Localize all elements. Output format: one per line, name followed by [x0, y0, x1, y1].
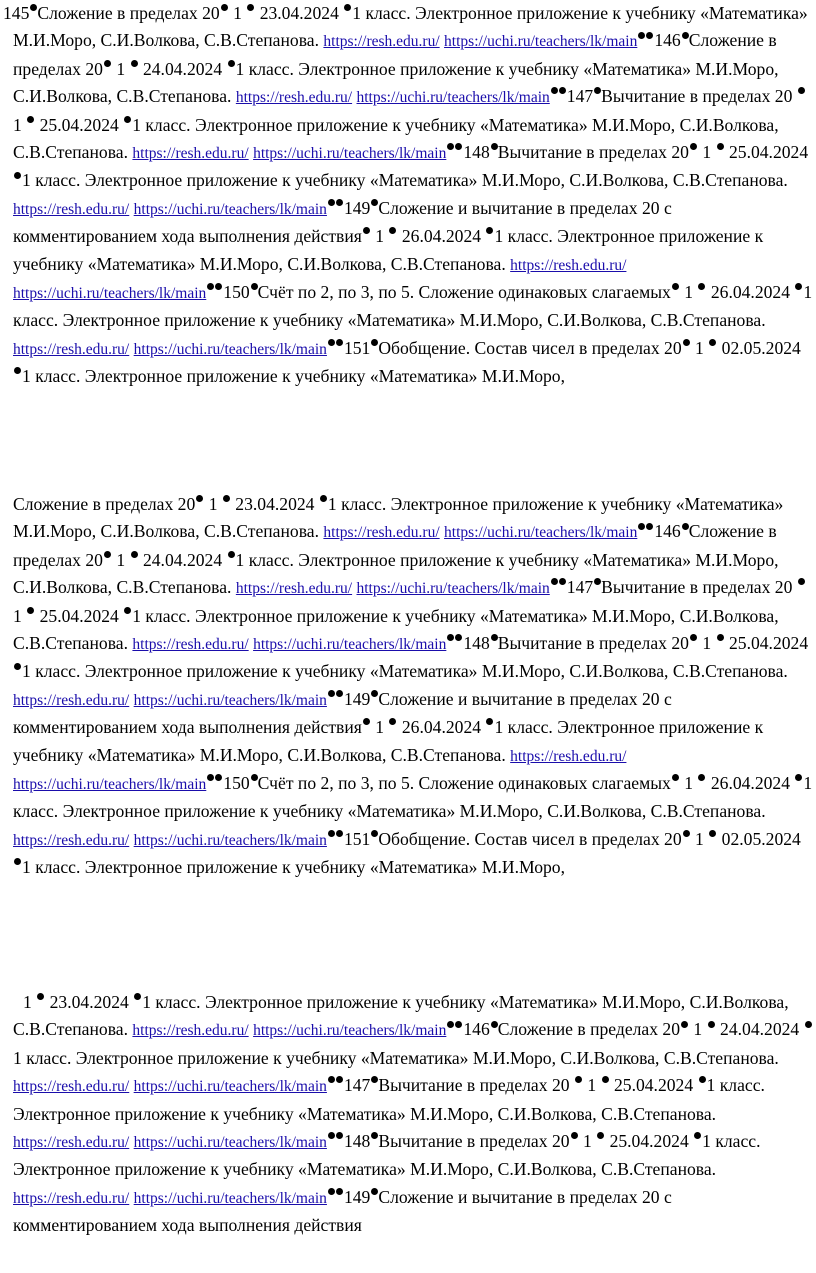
bullet-icon	[344, 4, 351, 11]
lesson-title: Сложение и вычитание в пределах 20 с комментированием хода выполнения действия	[13, 197, 672, 247]
lesson-hours: 1	[23, 992, 32, 1012]
lesson-number: 147	[566, 577, 594, 598]
bullet-icon	[124, 607, 131, 614]
bullet-icon	[571, 1132, 578, 1139]
lesson-hours: 1	[582, 1131, 592, 1152]
resh-link[interactable]: https://resh.edu.ru/	[13, 831, 130, 849]
lesson-number: 150	[223, 282, 250, 303]
bullet-icon	[251, 283, 258, 290]
bullet-icon	[207, 283, 214, 290]
lesson-hours: 1	[684, 773, 694, 794]
lesson-title: Вычитание в пределах 20	[497, 633, 689, 654]
uchi-link[interactable]: https://uchi.ru/teachers/lk/main	[133, 1078, 327, 1096]
lesson-description: Электронное приложение к учебнику «Математика» М.И.Моро, С.И.Волкова, С.В.Степанова.	[13, 3, 808, 51]
bullet-icon	[708, 1021, 715, 1028]
bullet-icon	[14, 663, 21, 670]
resh-link[interactable]: https://resh.edu.ru/	[13, 1078, 130, 1096]
lesson-hours: 1	[693, 1019, 703, 1040]
lesson-description: Электронное приложение к учебнику «Математика» М.И.Моро, С.И.Волкова, С.В.Степанова.	[13, 1159, 717, 1180]
lesson-description: Электронное приложение к учебнику «Математика» М.И.Моро, С.И.Волкова, С.В.Степанова.	[13, 605, 779, 654]
bullet-icon	[602, 1076, 609, 1083]
lesson-title: Сложение в пределах 20	[497, 1019, 681, 1040]
bullet-icon	[551, 87, 558, 94]
bullet-icon	[328, 1132, 335, 1139]
bullet-icon	[336, 1132, 343, 1139]
lesson-number: 146	[654, 521, 681, 542]
lesson-grade: 1 класс.	[327, 494, 387, 514]
bullet-icon	[328, 690, 335, 697]
lesson-description: Электронное приложение к учебнику «Математика» М.И.Моро, С.И.Волкова, С.В.Степанова.	[84, 170, 788, 191]
bullet-icon	[14, 367, 21, 374]
uchi-link[interactable]: https://uchi.ru/teachers/lk/main	[13, 776, 207, 794]
lesson-date: 26.04.2024	[401, 717, 482, 738]
lesson-description: Электронное приложение к учебнику «Математика» М.И.Моро,	[84, 366, 566, 387]
lesson-number: 148	[463, 142, 490, 163]
bullet-icon	[104, 60, 111, 67]
bullet-icon	[575, 1076, 582, 1083]
bullet-icon	[690, 143, 697, 150]
uchi-link[interactable]: https://uchi.ru/teachers/lk/main	[13, 285, 207, 303]
lesson-title: Сложение в пределах 20	[13, 521, 777, 570]
bullet-icon	[336, 690, 343, 697]
lesson-hours: 1	[587, 1075, 597, 1096]
bullet-icon	[328, 1076, 335, 1083]
resh-link[interactable]: https://resh.edu.ru/	[132, 636, 249, 654]
bullet-icon	[694, 1132, 701, 1139]
bullet-icon	[698, 774, 705, 781]
lesson-grade: 1 класс.	[132, 605, 191, 626]
bullet-icon	[798, 578, 805, 585]
lesson-date: 23.04.2024	[49, 992, 129, 1012]
lesson-description: Электронное приложение к учебнику «Математика» М.И.Моро, С.И.Волкова, С.В.Степанова.	[13, 58, 779, 107]
bullet-icon	[551, 578, 558, 585]
lesson-title: Сложение в пределах 20	[37, 3, 220, 23]
bullet-icon	[638, 523, 645, 530]
bullet-icon	[682, 32, 689, 39]
lesson-number: 151	[343, 828, 371, 849]
bullet-icon	[336, 830, 343, 837]
lesson-grade: 1 класс.	[132, 114, 191, 135]
bullet-icon	[491, 634, 498, 641]
resh-link[interactable]: https://resh.edu.ru/	[510, 747, 627, 765]
lesson-grade: 1 класс.	[706, 1075, 765, 1096]
bullet-icon	[363, 718, 370, 725]
bullet-icon	[215, 774, 222, 781]
resh-link[interactable]: https://resh.edu.ru/	[235, 89, 353, 107]
bullet-icon	[805, 1021, 812, 1028]
bullet-icon	[709, 339, 716, 346]
resh-link[interactable]: https://resh.edu.ru/	[13, 340, 130, 358]
bullet-icon	[455, 634, 462, 641]
lesson-grade: 1 класс.	[22, 857, 81, 878]
bullet-icon	[363, 227, 370, 234]
bullet-icon	[447, 143, 454, 150]
lesson-hours: 1	[13, 605, 22, 626]
uchi-link[interactable]: https://uchi.ru/teachers/lk/main	[133, 340, 327, 358]
bullet-icon	[486, 718, 493, 725]
uchi-link[interactable]: https://uchi.ru/teachers/lk/main	[133, 831, 327, 849]
lesson-title: Вычитание в пределах 20	[497, 142, 689, 163]
bullet-icon	[455, 143, 462, 150]
uchi-link[interactable]: https://uchi.ru/teachers/lk/main	[444, 524, 638, 542]
bullet-icon	[14, 858, 21, 865]
lesson-date: 25.04.2024	[613, 1075, 694, 1096]
uchi-link[interactable]: https://uchi.ru/teachers/lk/main	[444, 33, 638, 51]
lesson-description: Электронное приложение к учебнику «Математика» М.И.Моро,	[84, 857, 566, 878]
resh-link[interactable]: https://resh.edu.ru/	[510, 256, 627, 274]
lesson-number: 145	[3, 3, 30, 23]
resh-link[interactable]: https://resh.edu.ru/	[323, 524, 440, 542]
lesson-grade: 1 класс.	[13, 773, 813, 822]
lesson-hours: 1	[233, 3, 242, 23]
lesson-description: Электронное приложение к учебнику «Математика» М.И.Моро, С.И.Волкова, С.В.Степанова.	[13, 549, 779, 598]
lesson-hours: 1	[13, 114, 22, 135]
lesson-hours: 1	[375, 226, 385, 247]
lesson-hours: 1	[375, 717, 385, 738]
uchi-link[interactable]: https://uchi.ru/teachers/lk/main	[133, 1189, 327, 1207]
bullet-icon	[336, 1076, 343, 1083]
lesson-description: Электронное приложение к учебнику «Математика» М.И.Моро, С.И.Волкова, С.В.Степанова.	[62, 801, 766, 822]
lesson-hours: 1	[116, 549, 126, 570]
bullet-icon	[14, 172, 21, 179]
bullet-icon	[196, 495, 203, 502]
lesson-grade: 1 класс.	[235, 549, 294, 570]
bullet-icon	[683, 830, 690, 837]
lesson-number: 147	[343, 1075, 371, 1096]
resh-link[interactable]: https://resh.edu.ru/	[132, 145, 249, 163]
lesson-description: Электронное приложение к учебнику «Математика» М.И.Моро, С.И.Волкова, С.В.Степанова.	[13, 494, 784, 542]
bullet-icon	[328, 830, 335, 837]
bullet-icon	[328, 1188, 335, 1195]
lesson-number: 146	[463, 1019, 490, 1040]
lesson-title: Вычитание в пределах 20	[601, 86, 793, 107]
bullet-icon	[491, 143, 498, 150]
bullet-icon	[104, 551, 111, 558]
lesson-title: Сложение и вычитание в пределах 20 с комментированием хода выполнения действия	[13, 1186, 672, 1236]
bullet-icon	[37, 993, 44, 1000]
bullet-icon	[455, 1021, 462, 1028]
uchi-link[interactable]: https://uchi.ru/teachers/lk/main	[133, 1134, 327, 1152]
lesson-title: Обобщение. Состав чисел в пределах 20	[378, 828, 682, 849]
bullet-icon	[682, 523, 689, 530]
lesson-hours: 1	[684, 282, 694, 303]
bullet-icon	[223, 495, 230, 502]
lesson-grade: 1 класс.	[13, 282, 813, 331]
bullet-icon	[559, 87, 566, 94]
bullet-icon	[124, 116, 131, 123]
lesson-date: 25.04.2024	[609, 1131, 689, 1152]
bullet-icon	[486, 227, 493, 234]
bullet-icon	[681, 1021, 688, 1028]
lesson-date: 24.04.2024	[142, 58, 223, 79]
resh-link[interactable]: https://resh.edu.ru/	[323, 33, 440, 51]
uchi-link[interactable]: https://uchi.ru/teachers/lk/main	[253, 145, 447, 163]
lesson-date: 24.04.2024	[142, 549, 223, 570]
lesson-date: 25.04.2024	[728, 142, 809, 163]
lesson-number: 149	[343, 1186, 371, 1207]
lesson-title: Вычитание в пределах 20	[378, 1075, 570, 1096]
lesson-date: 26.04.2024	[401, 226, 482, 247]
lesson-description: Электронное приложение к учебнику «Математика» М.И.Моро, С.И.Волкова, С.В.Степанова.	[75, 1047, 779, 1068]
bullet-icon	[336, 1188, 343, 1195]
bullet-icon	[228, 551, 235, 558]
bullet-icon	[215, 283, 222, 290]
lesson-grade: 1 класс.	[22, 366, 81, 387]
lesson-title: Обобщение. Состав чисел в пределах 20	[378, 337, 682, 358]
resh-link[interactable]: https://resh.edu.ru/	[13, 691, 130, 709]
lesson-date: 02.05.2024	[721, 337, 801, 358]
bullet-icon	[795, 774, 802, 781]
lesson-description: Электронное приложение к учебнику «Математика» М.И.Моро, С.И.Волкова, С.В.Степанова.	[13, 226, 764, 274]
lesson-date: 25.04.2024	[728, 633, 809, 654]
bullet-icon	[672, 283, 679, 290]
uchi-link[interactable]: https://uchi.ru/teachers/lk/main	[253, 636, 447, 654]
lesson-description: Электронное приложение к учебнику «Математика» М.И.Моро, С.И.Волкова, С.В.Степанова.	[13, 992, 789, 1040]
lesson-hours: 1	[116, 58, 126, 79]
bullet-icon	[698, 283, 705, 290]
bullet-icon	[389, 718, 396, 725]
resh-link[interactable]: https://resh.edu.ru/	[13, 1134, 130, 1152]
bullet-icon	[207, 774, 214, 781]
bullet-icon	[134, 993, 141, 1000]
bullet-icon	[328, 339, 335, 346]
lesson-grade: 1 класс.	[22, 661, 81, 682]
text-block-1	[3, 0, 813, 391]
uchi-link[interactable]: https://uchi.ru/teachers/lk/main	[133, 691, 327, 709]
bullet-icon	[447, 1021, 454, 1028]
lesson-date: 25.04.2024	[39, 114, 119, 135]
lesson-grade: 1 класс.	[142, 992, 201, 1012]
bullet-icon	[447, 634, 454, 641]
lesson-description: Электронное приложение к учебнику «Математика» М.И.Моро, С.И.Волкова, С.В.Степанова.	[62, 310, 766, 331]
bullet-icon	[228, 60, 235, 67]
lesson-number: 147	[566, 86, 594, 107]
bullet-icon	[131, 60, 138, 67]
lesson-grade: 1 класс.	[235, 58, 294, 79]
lesson-description: Электронное приложение к учебнику «Математика» М.И.Моро, С.И.Волкова, С.В.Степанова.	[13, 114, 779, 163]
lesson-hours: 1	[702, 142, 712, 163]
lesson-title: Вычитание в пределах 20	[378, 1131, 570, 1152]
lesson-description: Электронное приложение к учебнику «Математика» М.И.Моро, С.И.Волкова, С.В.Степанова.	[84, 661, 788, 682]
lesson-title: Счёт по 2, по 3, по 5. Сложение одинаковых слагаемых	[257, 282, 671, 303]
bullet-icon	[798, 87, 805, 94]
lesson-date: 23.04.2024	[259, 3, 339, 23]
bullet-icon	[336, 199, 343, 206]
resh-link[interactable]: https://resh.edu.ru/	[13, 200, 130, 218]
lesson-hours: 1	[208, 494, 218, 514]
bullet-icon	[717, 143, 724, 150]
bullet-icon	[328, 199, 335, 206]
bullet-icon	[491, 1021, 498, 1028]
uchi-link[interactable]: https://uchi.ru/teachers/lk/main	[356, 580, 550, 598]
uchi-link[interactable]: https://uchi.ru/teachers/lk/main	[133, 200, 327, 218]
lesson-title: Счёт по 2, по 3, по 5. Сложение одинаковых слагаемых	[257, 773, 671, 794]
bullet-icon	[690, 634, 697, 641]
bullet-icon	[795, 283, 802, 290]
lesson-number: 149	[343, 197, 371, 218]
lesson-grade: 1 класс.	[22, 170, 81, 191]
lesson-date: 26.04.2024	[710, 282, 791, 303]
lesson-date: 24.04.2024	[720, 1019, 800, 1040]
bullet-icon	[320, 495, 327, 502]
lesson-number: 146	[654, 30, 681, 51]
bullet-icon	[27, 116, 34, 123]
lesson-grade: 1 класс.	[702, 1131, 761, 1152]
bullet-icon	[27, 607, 34, 614]
resh-link[interactable]: https://resh.edu.ru/	[132, 1022, 249, 1040]
bullet-icon	[638, 32, 645, 39]
lesson-title: Сложение в пределах 20	[13, 494, 196, 514]
lesson-date: 23.04.2024	[235, 494, 315, 514]
lesson-description: Электронное приложение к учебнику «Математика» М.И.Моро, С.И.Волкова, С.В.Степанова.	[13, 717, 764, 765]
lesson-grade: 1 класс.	[13, 1047, 72, 1068]
bullet-icon	[646, 32, 653, 39]
lesson-title: Вычитание в пределах 20	[601, 577, 793, 598]
bullet-icon	[709, 830, 716, 837]
lesson-date: 26.04.2024	[710, 773, 791, 794]
bullet-icon	[717, 634, 724, 641]
uchi-link[interactable]: https://uchi.ru/teachers/lk/main	[356, 89, 550, 107]
lesson-hours: 1	[695, 337, 704, 358]
bullet-icon	[672, 774, 679, 781]
lesson-date: 25.04.2024	[39, 605, 119, 626]
bullet-icon	[646, 523, 653, 530]
lesson-date: 02.05.2024	[721, 828, 801, 849]
lesson-number: 148	[343, 1131, 371, 1152]
lesson-grade: 1 класс.	[494, 717, 553, 738]
bullet-icon	[699, 1076, 706, 1083]
lesson-number: 149	[343, 688, 371, 709]
lesson-grade: 1 класс.	[494, 226, 553, 247]
bullet-icon	[251, 774, 258, 781]
bullet-icon	[389, 227, 396, 234]
lesson-hours: 1	[702, 633, 712, 654]
lesson-title: Сложение в пределах 20	[13, 30, 777, 79]
lesson-title: Сложение и вычитание в пределах 20 с комментированием хода выполнения действия	[13, 688, 672, 738]
bullet-icon	[247, 4, 254, 11]
resh-link[interactable]: https://resh.edu.ru/	[235, 580, 353, 598]
text-block-3	[13, 989, 813, 1240]
bullet-icon	[221, 4, 228, 11]
bullet-icon	[336, 339, 343, 346]
text-block-2	[13, 491, 813, 882]
uchi-link[interactable]: https://uchi.ru/teachers/lk/main	[253, 1022, 447, 1040]
resh-link[interactable]: https://resh.edu.ru/	[13, 1189, 130, 1207]
lesson-grade: 1 класс.	[352, 3, 411, 23]
bullet-icon	[131, 551, 138, 558]
bullet-icon	[597, 1132, 604, 1139]
bullet-icon	[559, 578, 566, 585]
lesson-number: 150	[223, 773, 250, 794]
lesson-number: 148	[463, 633, 490, 654]
lesson-hours: 1	[695, 828, 704, 849]
lesson-number: 151	[343, 337, 371, 358]
bullet-icon	[683, 339, 690, 346]
lesson-description: Электронное приложение к учебнику «Математика» М.И.Моро, С.И.Волкова, С.В.Степанова.	[13, 1103, 717, 1124]
